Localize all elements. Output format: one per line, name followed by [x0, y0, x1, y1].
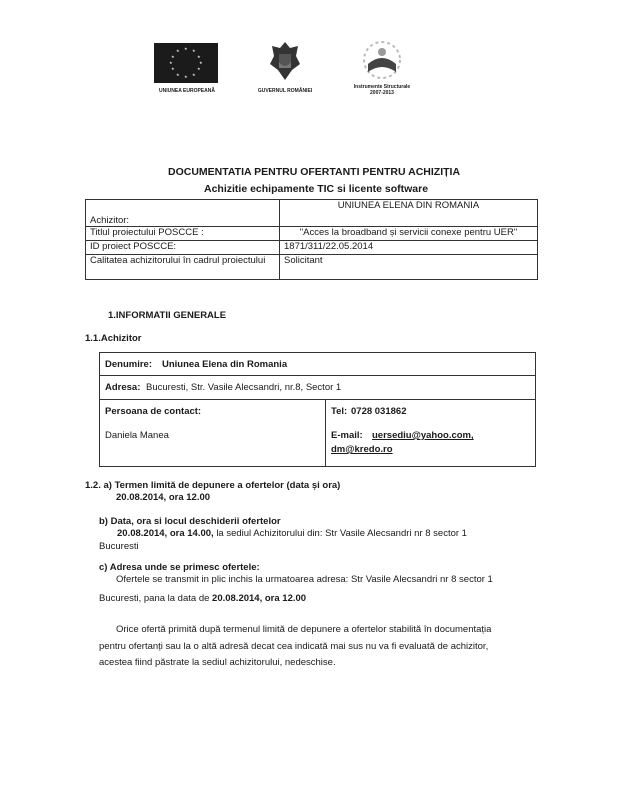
coat-of-arms-icon	[268, 40, 302, 82]
adresa-value: Bucuresti, Str. Vasile Alecsandri, nr.8, Sector 1	[146, 382, 342, 393]
row-value: Solicitant	[280, 255, 538, 280]
receipt-deadline: 20.08.2014, ora 12.00	[212, 593, 307, 604]
table-row	[86, 255, 538, 280]
closing-line-3: acestea fiind păstrate la sediul achizitorului, nedeschise.	[99, 657, 336, 668]
adresa-label: Adresa:	[105, 382, 141, 393]
closing-line-1: Orice ofertă primită după termenul limită de depunere a ofertelor stabilită în documentația	[116, 624, 492, 635]
persoana-value: Daniela Manea	[105, 430, 169, 441]
closing-line-2: pentru ofertanți sau la o altă adresă decat cea indicată mai sus nu va fi evaluată de achizitor,	[99, 641, 489, 652]
opening-time: ora 14.00,	[169, 528, 214, 539]
structural-caption-2: 2007-2013	[370, 90, 394, 96]
row-value: 1871/311/22.05.2014	[280, 241, 538, 255]
document-subtitle: Achizitie echipamente TIC si licente software	[204, 183, 429, 195]
row-label: Achizitor:	[86, 200, 280, 227]
receipt-line-1: Ofertele se transmit in plic inchis la urmatoarea adresa: Str Vasile Alecsandri nr 8 sector 1	[116, 574, 493, 585]
gov-caption: GUVERNUL ROMÂNIEI	[257, 88, 313, 94]
structural-logo	[360, 38, 404, 87]
document-title: DOCUMENTATIA PENTRU OFERTANTI PENTRU ACHIZIȚIA	[168, 166, 461, 178]
eu-flag-icon: ★ ★ ★ ★ ★ ★ ★ ★ ★ ★ ★ ★	[154, 43, 218, 83]
deadline-heading: 1.2. a) Termen limită de depunere a ofertelor (data și ora)	[85, 480, 341, 491]
receipt-heading: c) Adresa unde se primesc ofertele:	[99, 562, 260, 573]
gov-logo	[268, 40, 302, 87]
adresa-row	[100, 376, 535, 400]
row-label: ID proiect POSCCE:	[86, 241, 280, 255]
deadline-value: 20.08.2014, ora 12.00	[116, 492, 211, 503]
receipt-line-2	[99, 592, 306, 605]
eu-caption: UNIUNEA EUROPEANĂ	[159, 88, 215, 94]
structural-caption-1: Instrumente Structurale	[353, 84, 411, 90]
project-info-table	[85, 199, 538, 280]
email-label: E-mail:	[331, 430, 363, 441]
contact-box	[99, 352, 536, 467]
opening-date: 20.08.2014,	[117, 528, 168, 539]
row-value: "Acces la broadband și servicii conexe pentru UER"	[280, 227, 538, 241]
persoana-label: Persoana de contact:	[105, 406, 202, 417]
table-row	[86, 200, 538, 227]
eu-logo	[154, 43, 218, 83]
subsection-heading: 1.1.Achizitor	[85, 333, 142, 344]
denumire-row	[100, 353, 535, 376]
row-label: Calitatea achizitorului în cadrul proiectului	[86, 255, 280, 280]
opening-line	[117, 527, 549, 540]
opening-heading: b) Data, ora si locul deschiderii ofertelor	[99, 516, 281, 527]
row-label: Titlul proiectului POSCCE :	[86, 227, 280, 241]
opening-place: la sediul Achizitorului din: Str Vasile Alecsandri nr 8 sector 1	[216, 528, 467, 539]
contact-divider	[325, 400, 326, 466]
denumire-value: Uniunea Elena din Romania	[162, 359, 288, 370]
receipt-line-2-text: Bucuresti, pana la data de	[99, 593, 210, 604]
table-row	[86, 241, 538, 255]
denumire-label: Denumire:	[105, 359, 152, 370]
opening-city: Bucuresti	[99, 541, 139, 552]
tel-label: Tel:	[331, 406, 348, 417]
table-row	[86, 227, 538, 241]
row-value: UNIUNEA ELENA DIN ROMANIA	[280, 200, 538, 227]
email-link-2[interactable]: dm@kredo.ro	[331, 444, 393, 455]
tel-value: 0728 031862	[351, 406, 407, 417]
email-link-1[interactable]: uersediu@yahoo.com,	[372, 430, 474, 441]
section-heading: 1.INFORMATII GENERALE	[108, 310, 227, 321]
structural-instruments-icon	[360, 38, 404, 82]
